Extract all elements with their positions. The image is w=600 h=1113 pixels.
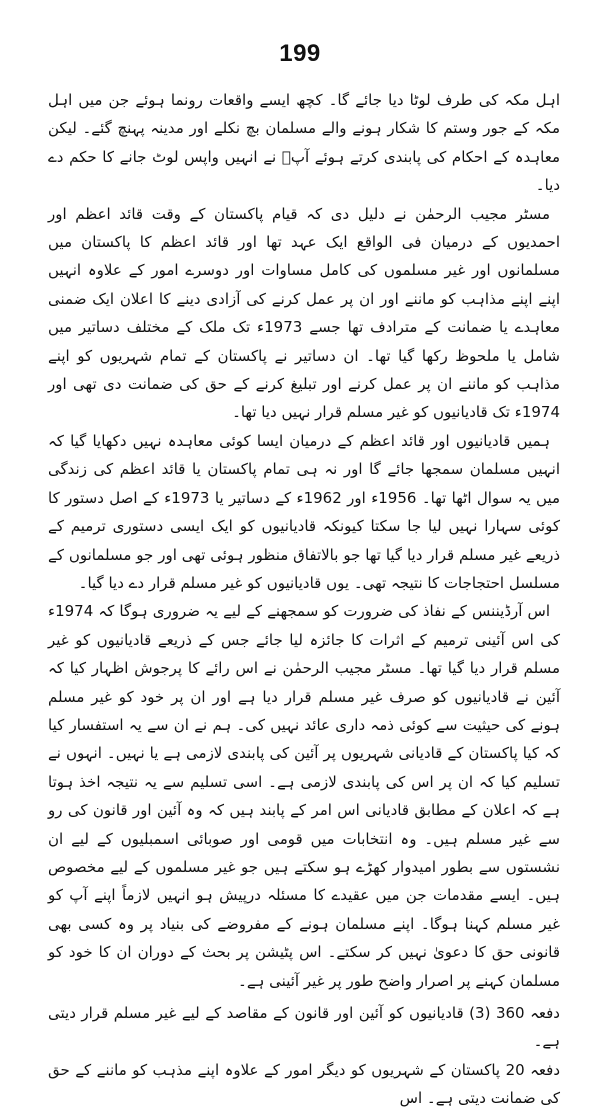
paragraph-2: مسٹر مجیب الرحمٰن نے دلیل دی کہ قیام پاکستان کے وقت قائد اعظم اور احمدیوں کے درمیان فی الواقع ایک عہد تھا اور قائد اعظم کا پاکستان میں مسلمانوں اور غیر مسلموں کی کامل مساوات اور دوسرے امور کے علاوہ انہیں اپنے اپنے مذاہب کو ماننے اور ان پر عمل کرنے کی آزادی دینے کا اعلان ایک ضمنی معاہدے یا ضمانت کے مترادف تھا جسے 1973ء تک ملک کے مختلف دساتیر میں شامل یا ملحوظ رکھا گیا تھا۔ ان دساتیر نے پاکستان کے تمام شہریوں کو اپنے مذاہب کو ماننے ان پر عمل کرنے اور تبلیغ کرنے کے حق کی ضمانت دی تھی اور 1974ء تک قادیانیوں کو غیر مسلم قرار نہیں دیا تھا۔: [48, 204, 560, 422]
law-line-20: دفعہ 20 پاکستان کے شہریوں کو دیگر امور کے علاوہ اپنے مذہب کو ماننے کے حق کی ضمانت دیتی ہے۔ اس: [48, 1060, 560, 1108]
paragraph-4: اس آرڈیننس کے نفاذ کی ضرورت کو سمجھنے کے لیے یہ ضروری ہوگا کہ 1974ء کی اس آئینی ترمیم کے اثرات کا جائزہ لیا جائے جس کے ذریعے قادیانیوں کو غیر مسلم قرار دیا گیا تھا۔ مسٹر مجیب الرحمٰن نے اس رائے کا پرجوش اظہار کیا کہ آئین نے قادیانیوں کو صرف غیر مسلم قرار دیا ہے اور ان پر خود کو غیر مسلم ہونے کی حیثیت سے کوئی ذمہ داری عائد نہیں کی۔ ہم نے ان سے یہ استفسار کیا کہ کیا پاکستان کے قادیانی شہریوں پر آئین کی پابندی لازمی ہے یا نہیں۔ انہوں نے تسلیم کیا کہ ان پر اس کی پابندی لازمی ہے۔ اسی تسلیم سے یہ نتیجہ اخذ ہوتا ہے کہ اعلان کے مطابق قادیانی اس امر کے پابند ہیں کہ وہ آئین اور قانون کی رو سے غیر مسلم ہیں۔ وہ انتخابات میں قومی اور صوبائی اسمبلیوں کے لیے ان نشستوں سے بطور امیدوار کھڑے ہو سکتے ہیں جو غیر مسلموں کے لیے مخصوص ہیں۔ ایسے مقدمات جن میں عقیدے کا مسئلہ درپیش ہو انہیں لازماً اپنے آپ کو غیر مسلم کہنا ہوگا۔ اپنے مسلمان ہونے کے مفروضے کی بنیاد پر وہ کسی بھی قانونی حق کا دعویٰ نہیں کر سکتے۔ اس پٹیشن پر بحث کے دوران ان کا خود کو مسلمان کہنے پر اصرار واضح طور پر غیر آئینی ہے۔: [48, 602, 560, 990]
law-line-360: دفعہ 360 (3) قادیانیوں کو آئین اور قانون کے مقاصد کے لیے غیر مسلم قرار دیتی ہے۔: [48, 1004, 560, 1051]
page-number: 199: [279, 40, 321, 67]
paragraph-1: اہل مکہ کی طرف لوٹا دیا جائے گا۔ کچھ ایسے واقعات رونما ہوئے جن میں اہل مکہ کے جور وستم کا شکار ہونے والے مسلمان بچ نکلے اور مدینہ پہنچ گئے۔ لیکن معاہدہ کے احکام کی پابندی کرتے ہوئے آپؐ نے انہیں واپس لوٹ جانے کا حکم دے دیا۔: [48, 91, 560, 195]
paragraph-3: ہمیں قادیانیوں اور قائد اعظم کے درمیان ایسا کوئی معاہدہ نہیں دکھایا گیا کہ انہیں مسلمان سمجھا جائے گا اور نہ ہی تمام پاکستان یا قائد اعظم کی زندگی میں یہ سوال اٹھا تھا۔ 1956ء اور 1962ء کے دساتیر یا 1973ء کے اصل دستور کا کوئی سہارا نہیں لیا جا سکتا کیونکہ قادیانیوں کو ایک ایسی دستوری ترمیم کے ذریعے غیر مسلم قرار دیا گیا تھا جو بالاتفاق منظور ہوئی تھی اور جو مسلمانوں کے مسلسل احتجاجات کا نتیجہ تھی۔ یوں قادیانیوں کو غیر مسلم قرار دے دیا گیا۔: [48, 431, 560, 592]
document-body: [48, 86, 560, 1113]
